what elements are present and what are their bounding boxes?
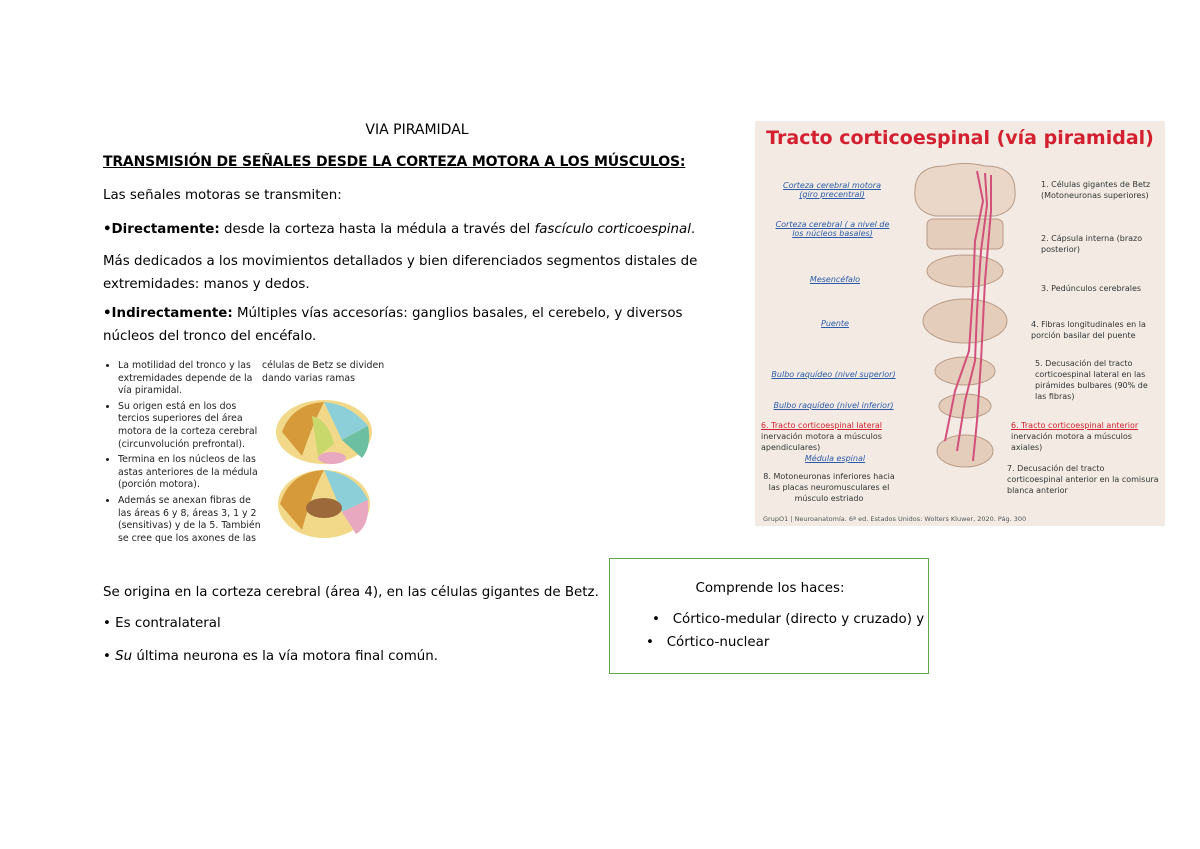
left-label: Corteza cerebral motora (giro precentral): [783, 181, 881, 199]
left-label: Bulbo raquídeo (nivel superior): [771, 370, 896, 379]
left-label: Médula espinal: [804, 454, 866, 463]
lower-motor-label: 8. Motoneuronas inferiores hacia las placas neuromusculares el músculo estriado: [763, 472, 895, 503]
lateral-tract-title: 6. Tracto corticoespinal lateral: [761, 421, 883, 430]
indirect-text: Múltiples vías accesorías: ganglios basales, el cerebelo, y diversos núcleos del tronco del encéfalo.: [103, 306, 683, 344]
direct-italic: fascículo corticoespinal: [534, 222, 691, 237]
right-label: 1. Células gigantes de Betz (Motoneuronas superiores): [1041, 180, 1151, 200]
corticospinal-diagram: [755, 121, 1165, 526]
tracts-box-title: Comprende los haces:: [695, 581, 845, 596]
direct-end: .: [690, 222, 696, 237]
final-neuron-prefix: •: [103, 649, 116, 664]
spinal-pathway-illustration: [905, 161, 1025, 491]
right-label: 4. Fibras longitudinales en la porción basilar del puente: [1031, 320, 1146, 340]
right-label: 2. Cápsula interna (brazo posterior): [1041, 234, 1143, 254]
detail-paragraph: Más dedicados a los movimientos detallados y bien diferenciados segmentos distales de extremidades: manos y dedos.: [103, 254, 698, 292]
figure-note: • La motilidad del tronco y las extremidades depende de la vía piramidal.: [118, 360, 264, 398]
lateral-tract-label: [761, 420, 901, 453]
left-label: Puente: [821, 319, 849, 328]
indirect-label: •Indirectamente:: [103, 306, 233, 321]
figure-notes-continued: células de Betz se dividen dando varias ramas: [262, 360, 385, 384]
direct-label: •Directamente:: [103, 222, 220, 237]
origin-text: Se origina en la corteza cerebral (área 4), en las células gigantes de Betz.: [103, 585, 599, 600]
figure-note: • Termina en los núcleos de las astas anteriores de la médula (porción motora).: [118, 454, 264, 492]
tracts-box: [609, 558, 929, 674]
diagram-footer: GrupO1 | Neuroanatomía. 6ª ed. Estados Unidos: Wolters Kluwer, 2020. Pág. 300: [763, 515, 1027, 523]
figure-note: • Además se anexan fibras de las áreas 6 y 8, áreas 3, 1 y 2 (sensitivas) y de la 5. También se cree que los axones de las: [118, 495, 264, 545]
bullet-icon: •: [646, 635, 654, 650]
figure-note: • Su origen está en los dos tercios superiores del área motora de la corteza cerebral (circunvolución prefrontal).: [118, 401, 264, 451]
diagram-title: Tracto corticoespinal (vía piramidal): [766, 127, 1154, 149]
anterior-tract-title: 6. Tracto corticoespinal anterior: [1011, 421, 1139, 430]
left-label: Corteza cerebral ( a nivel de los núcleos basales): [775, 220, 890, 238]
section-heading: TRANSMISIÓN DE SEÑALES DESDE LA CORTEZA MOTORA A LOS MÚSCULOS:: [103, 154, 686, 170]
tract-item-label: Córtico-nuclear: [666, 635, 770, 650]
left-label: Bulbo raquídeo (nivel inferior): [773, 401, 894, 410]
contralateral-text: • Es contralateral: [103, 616, 221, 631]
right-label: 5. Decusación del tracto corticoespinal lateral en las pirámides bulbares (90% de las fibras): [1035, 359, 1148, 401]
tract-item: [652, 612, 924, 627]
indirect-paragraph: [103, 302, 723, 348]
anterior-tract-label: [1011, 420, 1161, 453]
right-label: 7. Decusación del tracto corticoespinal anterior en la comisura blanca anterior: [1007, 464, 1159, 495]
lateral-tract-text: inervación motora a músculos apendiculares): [761, 432, 882, 452]
left-label: Mesencéfalo: [809, 275, 861, 284]
bullet-icon: •: [652, 612, 660, 627]
figure-notes: [104, 360, 264, 548]
brain-areas-image: [272, 396, 376, 546]
tract-item: [646, 635, 769, 650]
tract-item-label: Córtico-medular (directo y cruzado) y: [672, 612, 925, 627]
page-title: VIA PIRAMIDAL: [365, 122, 469, 138]
intro-text: Las señales motoras se transmiten:: [103, 188, 342, 203]
anterior-tract-text: inervación motora a músculos axiales): [1011, 432, 1132, 452]
final-neuron-rest: última neurona es la vía motora final común.: [132, 649, 439, 664]
direct-paragraph: [103, 218, 723, 241]
final-neuron-italic: Su: [115, 649, 133, 664]
right-label: 3. Pedúnculos cerebrales: [1041, 284, 1142, 293]
direct-text: desde la corteza hasta la médula a través del: [219, 222, 535, 237]
